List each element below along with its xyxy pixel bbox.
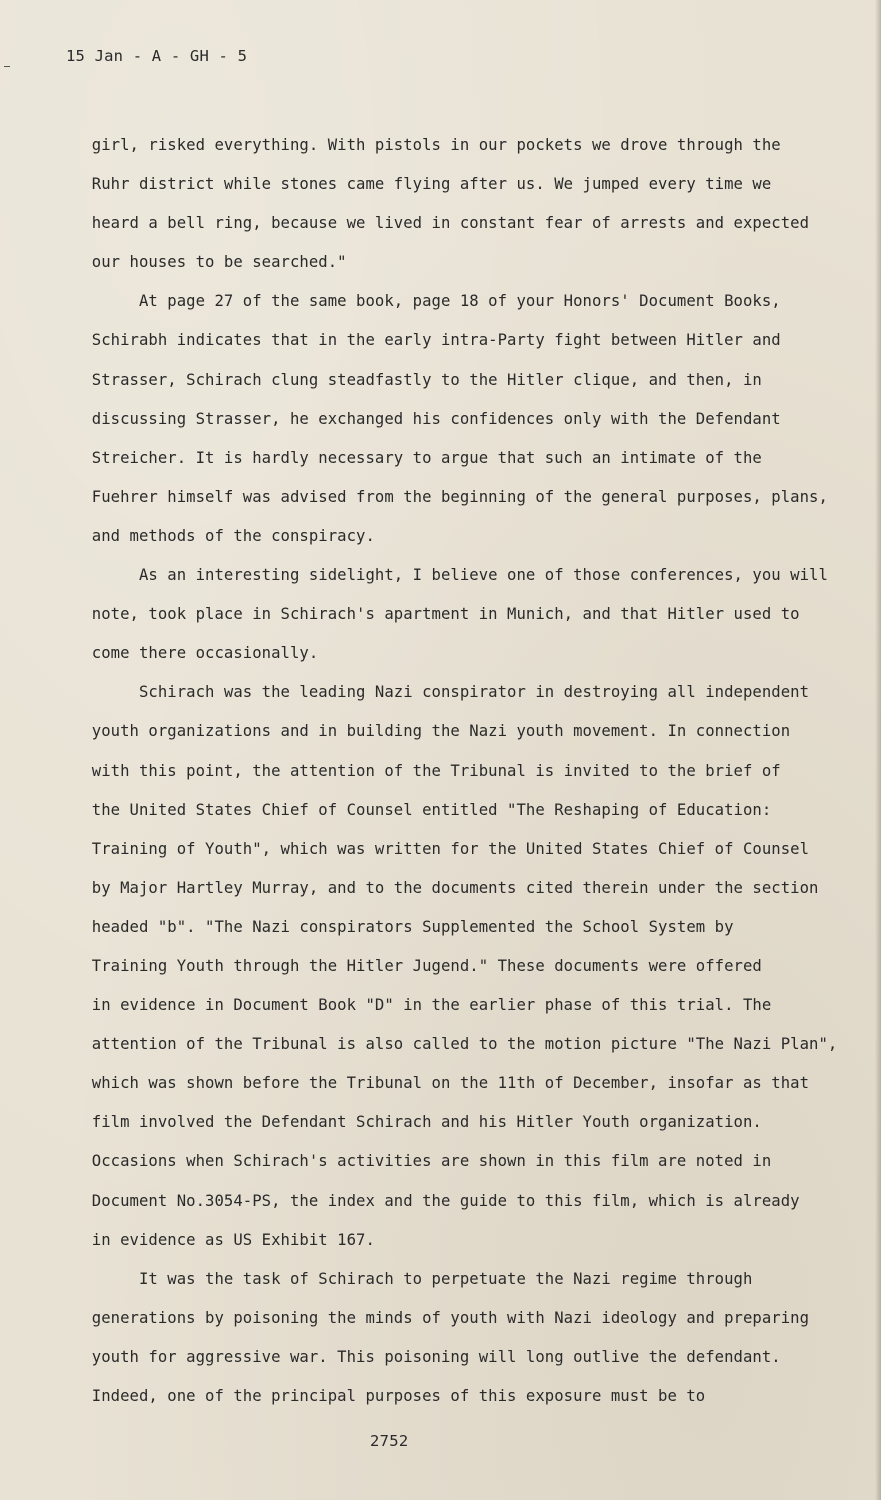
text-line: Training Youth through the Hitler Jugend." These documents were offered: [54, 956, 762, 975]
text-line: heard a bell ring, because we lived in constant fear of arrests and expected: [54, 214, 810, 233]
text-line: the United States Chief of Counsel entitled "The Reshaping of Education:: [54, 800, 772, 819]
text-line: Ruhr district while stones came flying after us. We jumped every time we: [54, 175, 772, 194]
text-line: come there occasionally.: [54, 644, 319, 663]
text-line: by Major Hartley Murray, and to the documents cited therein under the section: [54, 878, 819, 897]
text-line: Schirach was the leading Nazi conspirator in destroying all independent: [54, 683, 810, 702]
text-line: Document No.3054-PS, the index and the guide to this film, which is already: [54, 1191, 800, 1210]
text-line: attention of the Tribunal is also called to the motion picture "The Nazi Plan",: [54, 1035, 838, 1054]
text-line: Schirabh indicates that in the early intra-Party fight between Hitler and: [54, 331, 781, 350]
text-line: Streicher. It is hardly necessary to argue that such an intimate of the: [54, 448, 762, 467]
text-line: generations by poisoning the minds of youth with Nazi ideology and preparing: [54, 1308, 810, 1327]
text-line: As an interesting sidelight, I believe one of those conferences, you will: [54, 566, 828, 585]
text-line: in evidence in Document Book "D" in the earlier phase of this trial. The: [54, 996, 772, 1015]
text-line: with this point, the attention of the Tribunal is invited to the brief of: [54, 761, 781, 780]
text-line: Indeed, one of the principal purposes of this exposure must be to: [54, 1387, 706, 1405]
text-line: headed "b". "The Nazi conspirators Supplemented the School System by: [54, 917, 734, 936]
page-edge-shadow: [875, 0, 881, 1500]
text-line: Training of Youth", which was written for the United States Chief of Counsel: [54, 839, 810, 858]
page-reference-header: 15 Jan - A - GH - 5: [66, 47, 248, 65]
text-line: youth organizations and in building the Nazi youth movement. In connection: [54, 722, 791, 741]
text-line: discussing Strasser, he exchanged his confidences only with the Defendant: [54, 409, 781, 428]
text-line: Fuehrer himself was advised from the beginning of the general purposes, plans,: [54, 487, 828, 506]
text-line: note, took place in Schirach's apartment in Munich, and that Hitler used to: [54, 605, 800, 624]
text-line: Occasions when Schirach's activities are shown in this film are noted in: [54, 1152, 772, 1171]
text-line: girl, risked everything. With pistols in our pockets we drove through the: [54, 136, 781, 154]
page-number: 2752: [370, 1432, 409, 1450]
text-line: Strasser, Schirach clung steadfastly to the Hitler clique, and then, in: [54, 370, 762, 389]
transcript-body: [54, 126, 838, 1416]
text-line: which was shown before the Tribunal on the 11th of December, insofar as that: [54, 1074, 810, 1093]
text-line: and methods of the conspiracy.: [54, 526, 375, 545]
text-line: It was the task of Schirach to perpetuate the Nazi regime through: [54, 1269, 753, 1288]
margin-mark: [4, 66, 10, 67]
text-line: our houses to be searched.": [54, 253, 347, 272]
text-line: film involved the Defendant Schirach and his Hitler Youth organization.: [54, 1113, 762, 1132]
text-line: in evidence as US Exhibit 167.: [54, 1230, 375, 1249]
text-line: At page 27 of the same book, page 18 of your Honors' Document Books,: [54, 292, 781, 311]
text-line: youth for aggressive war. This poisoning will long outlive the defendant.: [54, 1347, 781, 1366]
